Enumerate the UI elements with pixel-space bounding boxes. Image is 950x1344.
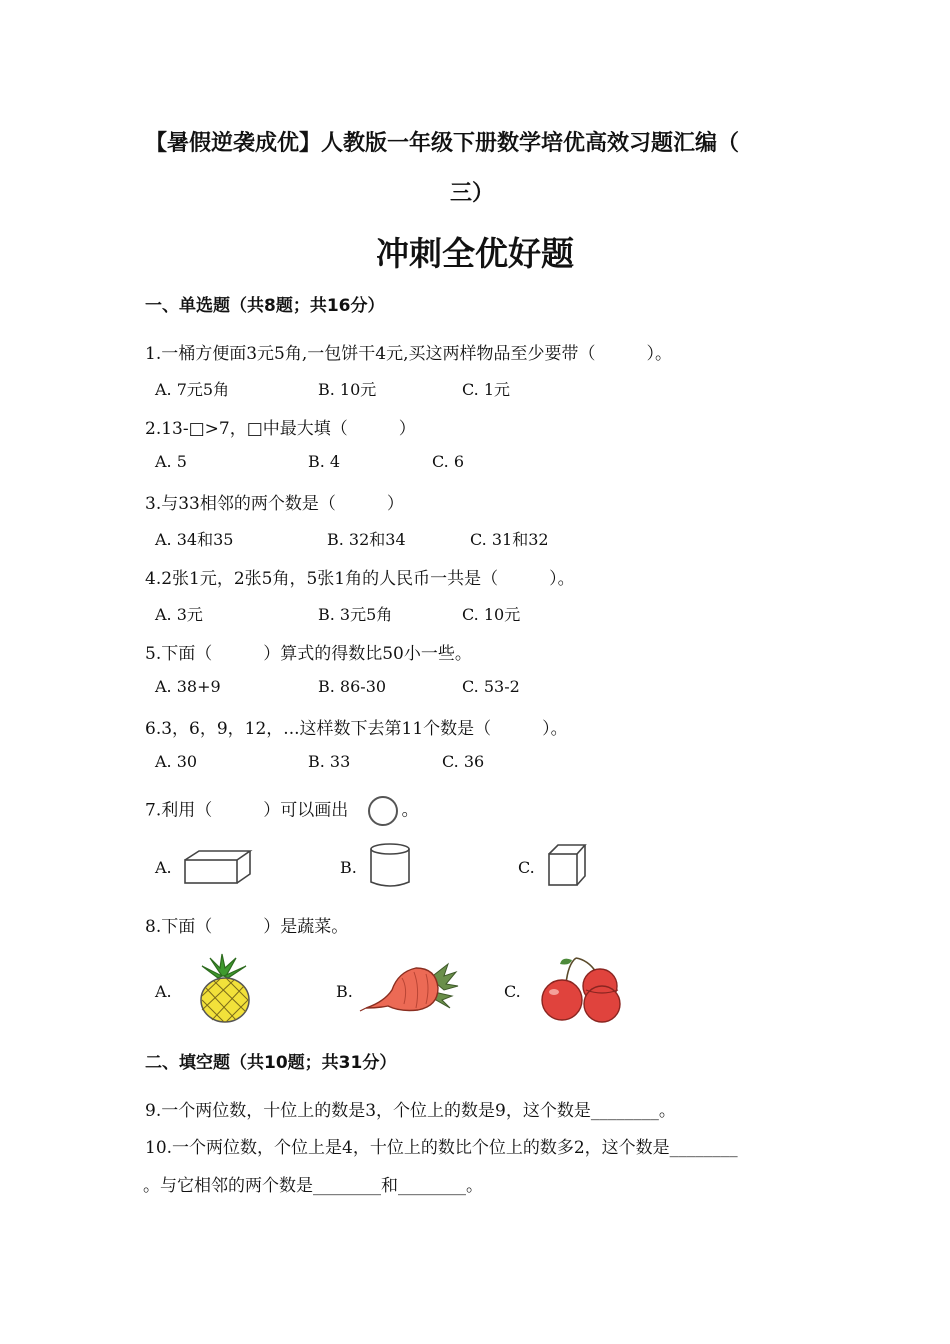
question-1-option-a: A. 7元5角 [155, 380, 230, 399]
question-6: 6.3，6，9，12，...这样数下去第11个数是（ ）。 [145, 719, 568, 739]
question-8: 8.下面（ ）是蔬菜。 [145, 917, 349, 937]
section-heading-fill-blank: 二、填空题（共10题；共31分） [145, 1053, 397, 1073]
cherries-icon [532, 954, 626, 1022]
question-8-option-c: C. [504, 982, 521, 1001]
question-4-option-a: A. 3元 [155, 605, 203, 624]
question-6-option-a: A. 30 [155, 752, 198, 771]
question-7 [145, 794, 419, 828]
question-5-option-a: A. 38+9 [155, 677, 221, 696]
question-3: 3.与33相邻的两个数是（ ） [145, 494, 404, 514]
document-subtitle: 冲刺全优好题 [376, 234, 574, 273]
question-2-option-c: C. 6 [432, 452, 465, 471]
question-3-option-c: C. 31和32 [470, 530, 549, 549]
question-7-text: 7.利用（ ）可以画出 [145, 800, 349, 821]
question-1: 1.一桶方便面3元5角,一包饼干4元,买这两样物品至少要带（ ）。 [145, 344, 672, 364]
question-1-option-c: C. 1元 [462, 380, 511, 399]
question-5-option-c: C. 53-2 [462, 677, 520, 696]
question-4-option-c: C. 10元 [462, 605, 521, 624]
question-5-option-b: B. 86-30 [318, 677, 387, 696]
pineapple-icon [188, 954, 256, 1024]
question-2-option-a: A. 5 [155, 452, 187, 471]
section-heading-single-choice: 一、单选题（共8题；共16分） [145, 296, 385, 316]
document-title-line1: 【暑假逆袭成优】人教版一年级下册数学培优高效习题汇编（ [145, 131, 740, 156]
question-10-line1: 10.一个两位数，个位上是4，十位上的数比个位上的数多2，这个数是________ [145, 1138, 738, 1158]
question-7-option-c: C. [518, 858, 535, 877]
question-2-option-b: B. 4 [308, 452, 341, 471]
cylinder-icon [368, 842, 412, 890]
question-8-option-b: B. [336, 982, 353, 1001]
circle-icon [366, 794, 400, 828]
question-9: 9.一个两位数，十位上的数是3，个位上的数是9，这个数是________。 [145, 1101, 676, 1121]
question-7-option-a: A. [155, 858, 172, 877]
question-2: 2.13-□>7，□中最大填（ ） [145, 419, 416, 439]
question-4: 4.2张1元，2张5角，5张1角的人民币一共是（ ）。 [145, 569, 575, 589]
question-10-line2: 。与它相邻的两个数是________和________。 [143, 1176, 483, 1196]
cuboid-icon [182, 848, 254, 886]
question-8-option-a: A. [155, 982, 172, 1001]
question-7-option-b: B. [340, 858, 357, 877]
radish-icon [364, 958, 460, 1016]
question-1-option-b: B. 10元 [318, 380, 377, 399]
question-6-option-b: B. 33 [308, 752, 351, 771]
document-title-line2: 三） [450, 181, 495, 206]
question-6-option-c: C. 36 [442, 752, 485, 771]
cube-icon [546, 842, 588, 888]
question-3-option-a: A. 34和35 [155, 530, 234, 549]
question-4-option-b: B. 3元5角 [318, 605, 393, 624]
question-5: 5.下面（ ）算式的得数比50小一些。 [145, 644, 472, 664]
question-7-text-end: 。 [401, 800, 419, 821]
question-3-option-b: B. 32和34 [327, 530, 406, 549]
